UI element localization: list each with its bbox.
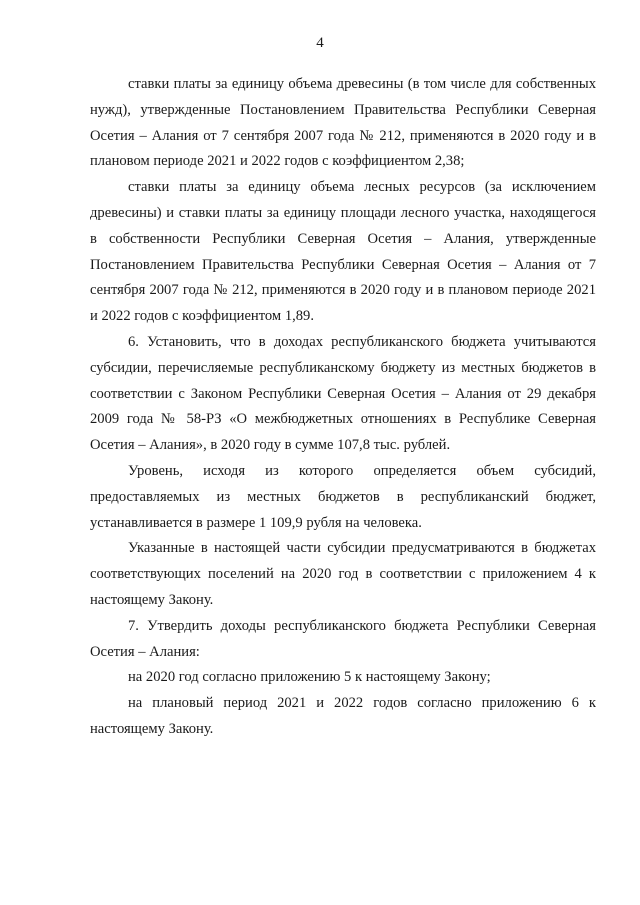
paragraph-timber-rates: ставки платы за единицу объема древесины (в том числе для собственных нужд), утвержденные Постановлением Правительства Республики Северная Осетия – Алания от 7 сентября 2007 года № 212, применяются в 2020 году и в плановом периоде 2021 и 2022 годов с коэффициентом 2,38; [90, 76, 596, 170]
paragraph-forest-resource-rates: ставки платы за единицу объема лесных ресурсов (за исключением древесины) и ставки платы за единицу площади лесного участка, находящегося в собственности Республики Северная Осетия – Алания, утвержденные Постановлением Правительства Республики Северная Осетия – Алания от 7 сентября 2007 года № 212, применяются в 2020 году и в плановом периоде 2021 и 2022 годов с коэффициентом 1,89. [90, 179, 596, 325]
document-body [90, 72, 596, 743]
paragraph-subsidy-budgets: Указанные в настоящей части субсидии предусматриваются в бюджетах соответствующих поселений на 2020 год в соответствии с приложением 4 к настоящему Закону. [90, 540, 596, 608]
paragraph-revenues-planning-period: на плановый период 2021 и 2022 годов согласно приложению 6 к настоящему Закону. [90, 695, 596, 737]
page-number: 4 [316, 35, 324, 51]
paragraph-subsidy-level: Уровень, исходя из которого определяется объем субсидий, предоставляемых из местных бюджетов в республиканский бюджет, устанавливается в размере 1 109,9 рубля на человека. [90, 462, 596, 531]
paragraph-item-6-subsidies: 6. Установить, что в доходах республиканского бюджета учитываются субсидии, перечисляемые республиканскому бюджету из местных бюджетов в соответствии с Законом Республики Северная Осетия – Алания от 29 декабря 2009 года № 58-РЗ «О межбюджетных отношениях в Республике Северная Осетия – Алания», в 2020 году в сумме 107,8 тыс. рублей. [90, 333, 596, 454]
paragraph-item-7-revenues: 7. Утвердить доходы республиканского бюджета Республики Северная Осетия – Алания: [90, 617, 596, 660]
paragraph-revenues-2020: на 2020 год согласно приложению 5 к настоящему Закону; [128, 669, 491, 686]
